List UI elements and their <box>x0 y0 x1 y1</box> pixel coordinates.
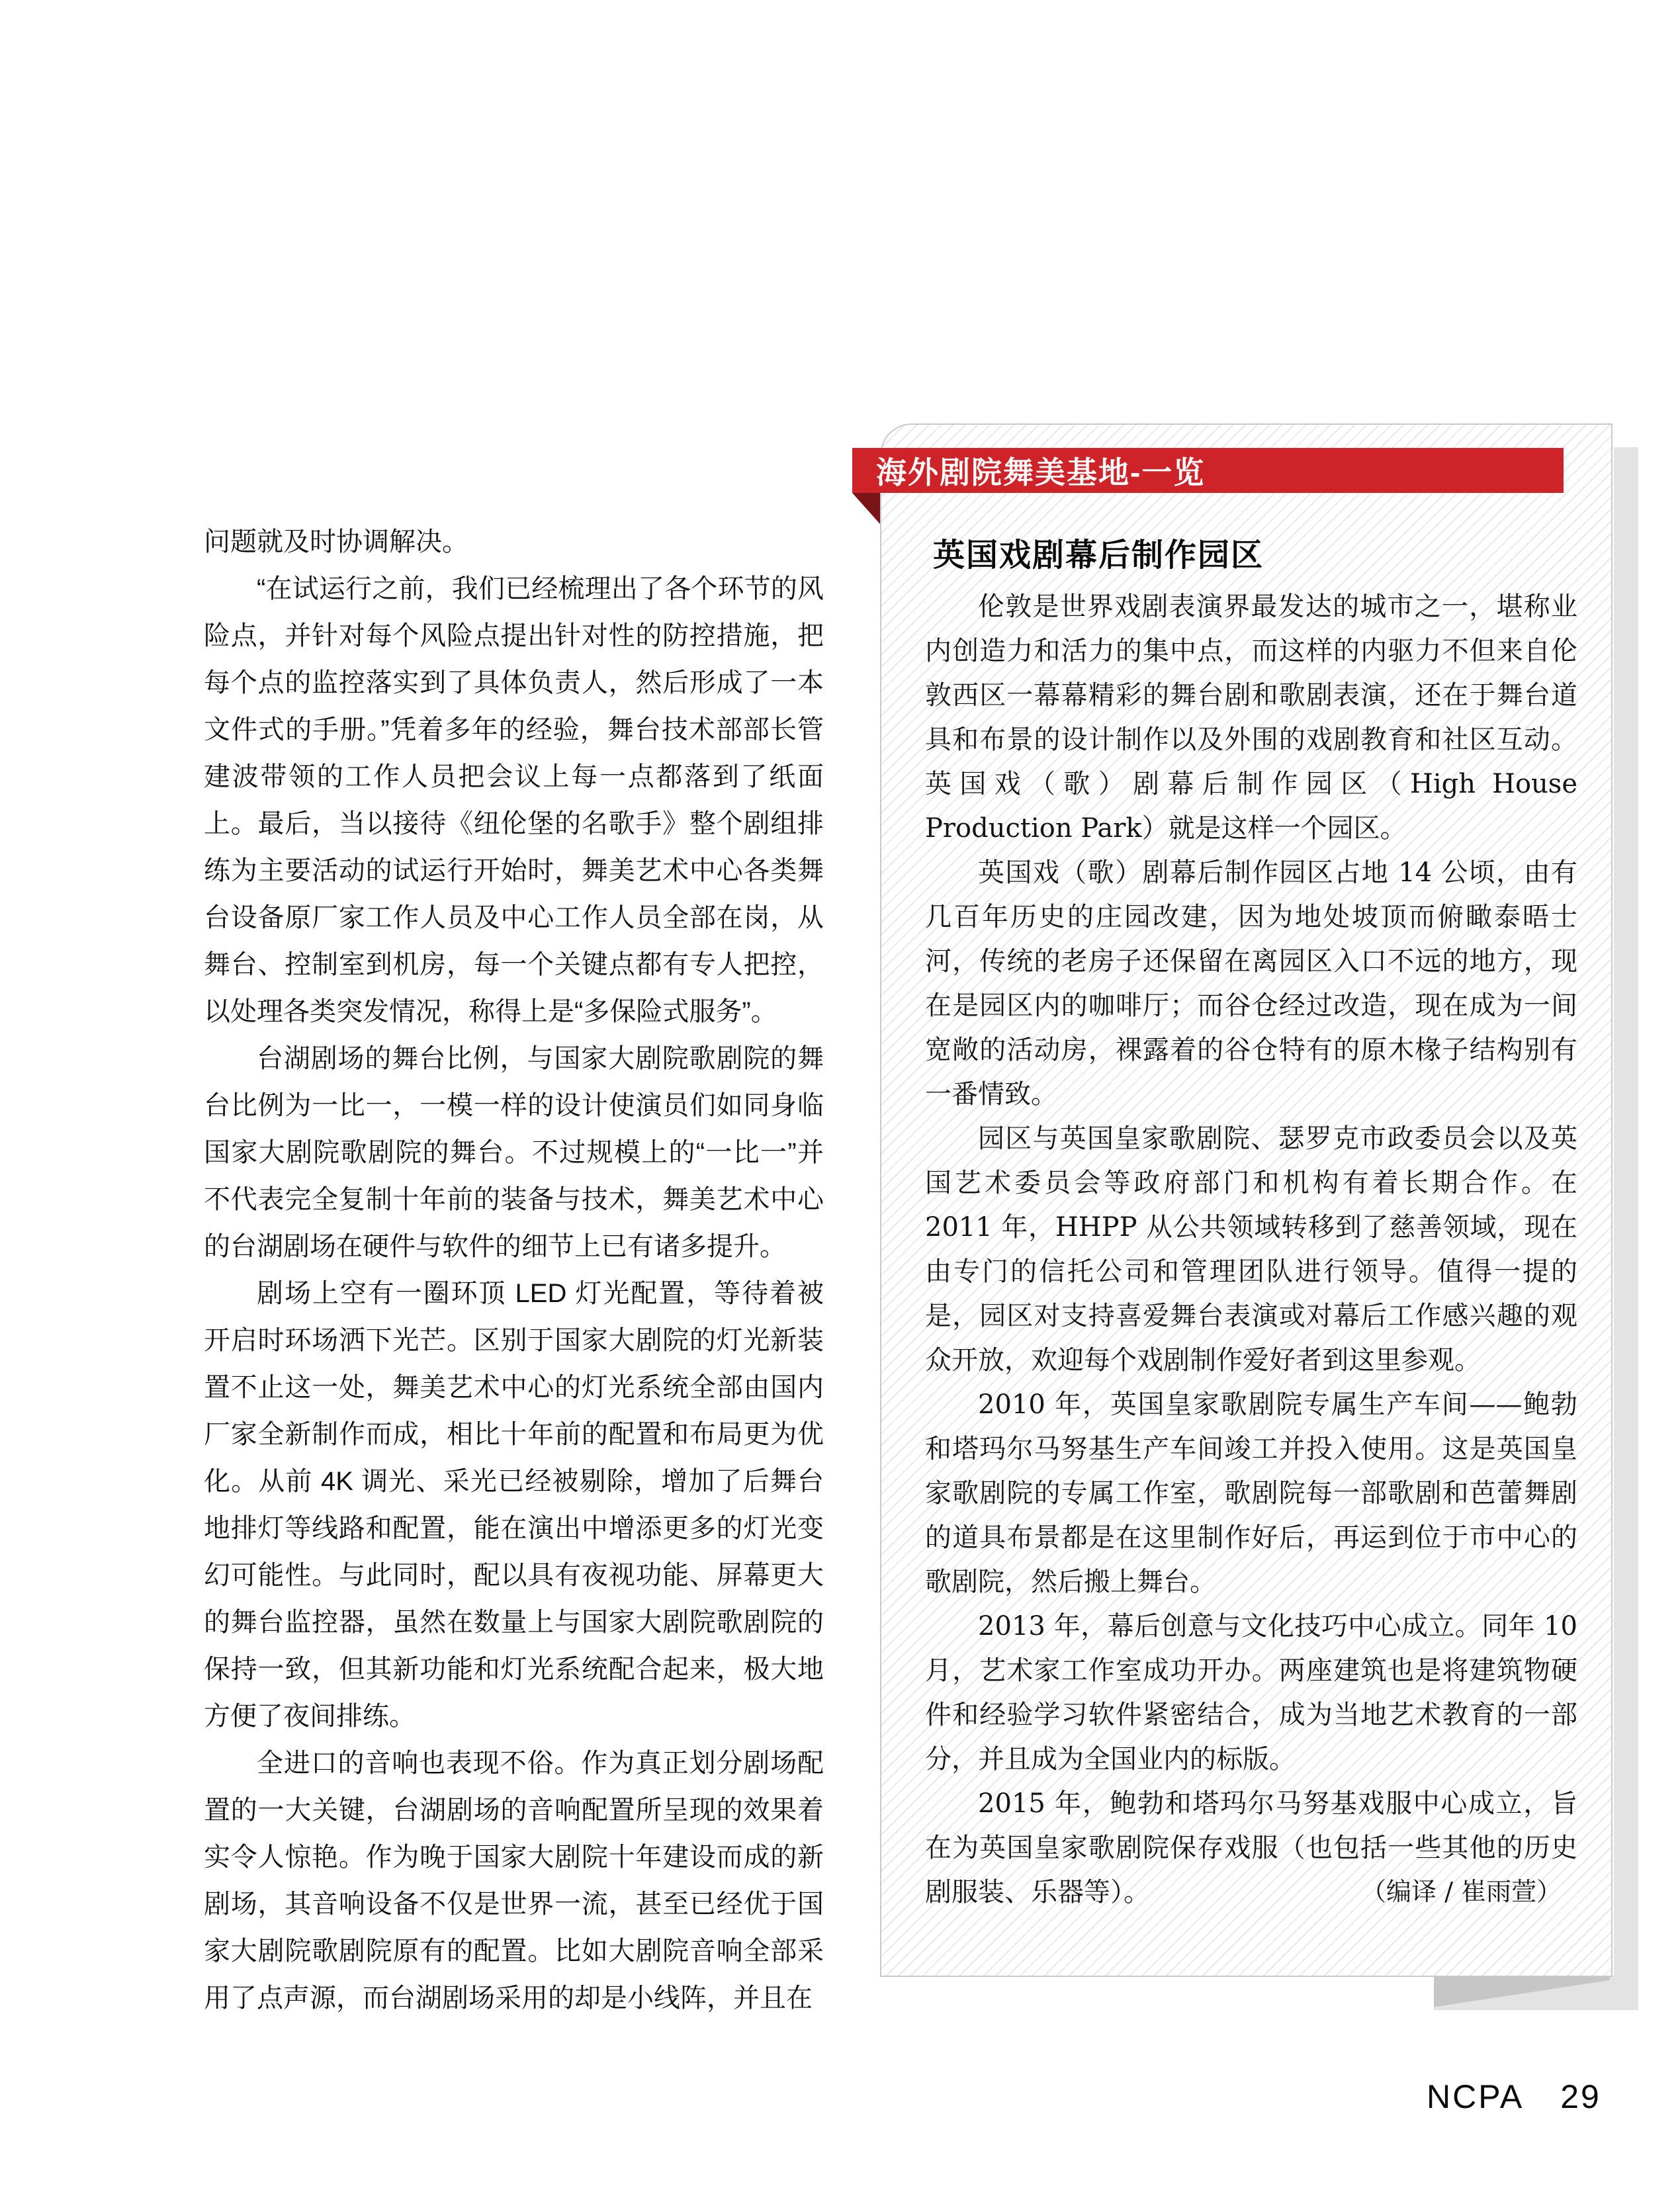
article-column <box>204 519 824 2022</box>
sidebar-paragraph: 园区与英国皇家歌剧院、瑟罗克市政委员会以及英国艺术委员会等政府部门和机构有着长期合作。在 2011 年，HHPP 从公共领域转移到了慈善领域，现在由专门的信托公司和管理团队进行领导。值得一提的是，园区对支持喜爱舞台表演或对幕后工作感兴趣的观众开放，欢迎每个戏剧制作爱好者到这里参观。 <box>925 1123 1577 1376</box>
sidebar-paragraph: 2010 年，英国皇家歌剧院专属生产车间——鲍勃和塔玛尔马努基生产车间竣工并投入使用。这是英国皇家歌剧院的专属工作室，歌剧院每一部歌剧和芭蕾舞剧的道具布景都是在这里制作好后，再运到位于市中心的歌剧院，然后搬上舞台。 <box>925 1389 1577 1597</box>
sidebar-paragraph: 2013 年，幕后创意与文化技巧中心成立。同年 10 月，艺术家工作室成功开办。两座建筑也是将建筑物硬件和经验学习软件紧密结合，成为当地艺术教育的一部分，并且成为全国业内的标版。 <box>925 1611 1577 1774</box>
article-paragraph: “在试运行之前，我们已经梳理出了各个环节的风险点，并针对每个风险点提出针对性的防控措施，把每个点的监控落实到了具体负责人，然后形成了一本文件式的手册。”凭着多年的经验，舞台技术部部长管建波带领的工作人员把会议上每一点都落到了纸面上。最后，当以接待《纽伦堡的名歌手》整个剧组排练为主要活动的试运行开始时，舞美艺术中心各类舞台设备原厂家工作人员及中心工作人员全部在岗，从舞台、控制室到机房，每一个关键点都有专人把控，以处理各类突发情况，称得上是“多保险式服务”。 <box>204 574 824 1026</box>
sidebar-banner-label: 海外剧院舞美基地-一览 <box>876 455 1206 490</box>
article-paragraph: 问题就及时协调解决。 <box>204 527 468 556</box>
sidebar-body <box>925 585 1577 1915</box>
sidebar-paragraph: 伦敦是世界戏剧表演界最发达的城市之一，堪称业内创造力和活力的集中点，而这样的内驱力不但来自伦敦西区一幕幕精彩的舞台剧和歌剧表演，还在于舞台道具和布景的设计制作以及外围的戏剧教育和社区互动。英国戏（歌）剧幕后制作园区（High House Production Park）就是这样一个园区。 <box>925 591 1577 844</box>
panel-drop-shadow <box>1614 447 1638 2010</box>
sidebar-paragraph: 英国戏（歌）剧幕后制作园区占地 14 公顷，由有几百年历史的庄园改建，因为地处坡顶而俯瞰泰晤士河，传统的老房子还保留在离园区入口不远的地方，现在是园区内的咖啡厅；而谷仓经过改造，现在成为一间宽敞的活动房，裸露着的谷仓特有的原木椽子结构别有一番情致。 <box>925 857 1577 1110</box>
credit-line: （编译 / 崔雨萱） <box>1361 1877 1562 1906</box>
ribbon-fold-triangle <box>852 493 880 524</box>
article-paragraph: 全进口的音响也表现不俗。作为真正划分剧场配置的一大关键，台湖剧场的音响配置所呈现的效果着实令人惊艳。作为晚于国家大剧院十年建设而成的新剧场，其音响设备不仅是世界一流，甚至已经优于国家大剧院歌剧院原有的配置。比如大剧院音响全部采用了点声源，而台湖剧场采用的却是小线阵，并且在 <box>204 1749 824 2013</box>
sidebar-banner-ribbon <box>852 448 1564 493</box>
sidebar-paragraph: 2015 年，鲍勃和塔玛尔马努基戏服中心成立，旨在为英国皇家歌剧院保存戏服（也包括一些其他的历史剧服装、乐器等）。 <box>925 1788 1577 1907</box>
article-paragraph: 剧场上空有一圈环顶 LED 灯光配置，等待着被开启时环场洒下光芒。区别于国家大剧院的灯光新装置不止这一处，舞美艺术中心的灯光系统全部由国内厂家全新制作而成，相比十年前的配置和布局更为优化。从前 4K 调光、采光已经被剔除，增加了后舞台地排灯等线路和配置，能在演出中增添更多的灯光变幻可能性。与此同时，配以具有夜视功能、屏幕更大的舞台监控器，虽然在数量上与国家大剧院歌剧院的保持一致，但其新功能和灯光系统配合起来，极大地方便了夜间排练。 <box>204 1279 824 1731</box>
page-number: NCPA 29 <box>1427 2078 1601 2115</box>
sidebar-title: 英国戏剧幕后制作园区 <box>933 538 1264 573</box>
article-paragraph: 台湖剧场的舞台比例，与国家大剧院歌剧院的舞台比例为一比一，一模一样的设计使演员们如同身临国家大剧院歌剧院的舞台。不过规模上的“一比一”并不代表完全复制十年前的装备与技术，舞美艺术中心的台湖剧场在硬件与软件的细节上已有诸多提升。 <box>204 1044 824 1261</box>
